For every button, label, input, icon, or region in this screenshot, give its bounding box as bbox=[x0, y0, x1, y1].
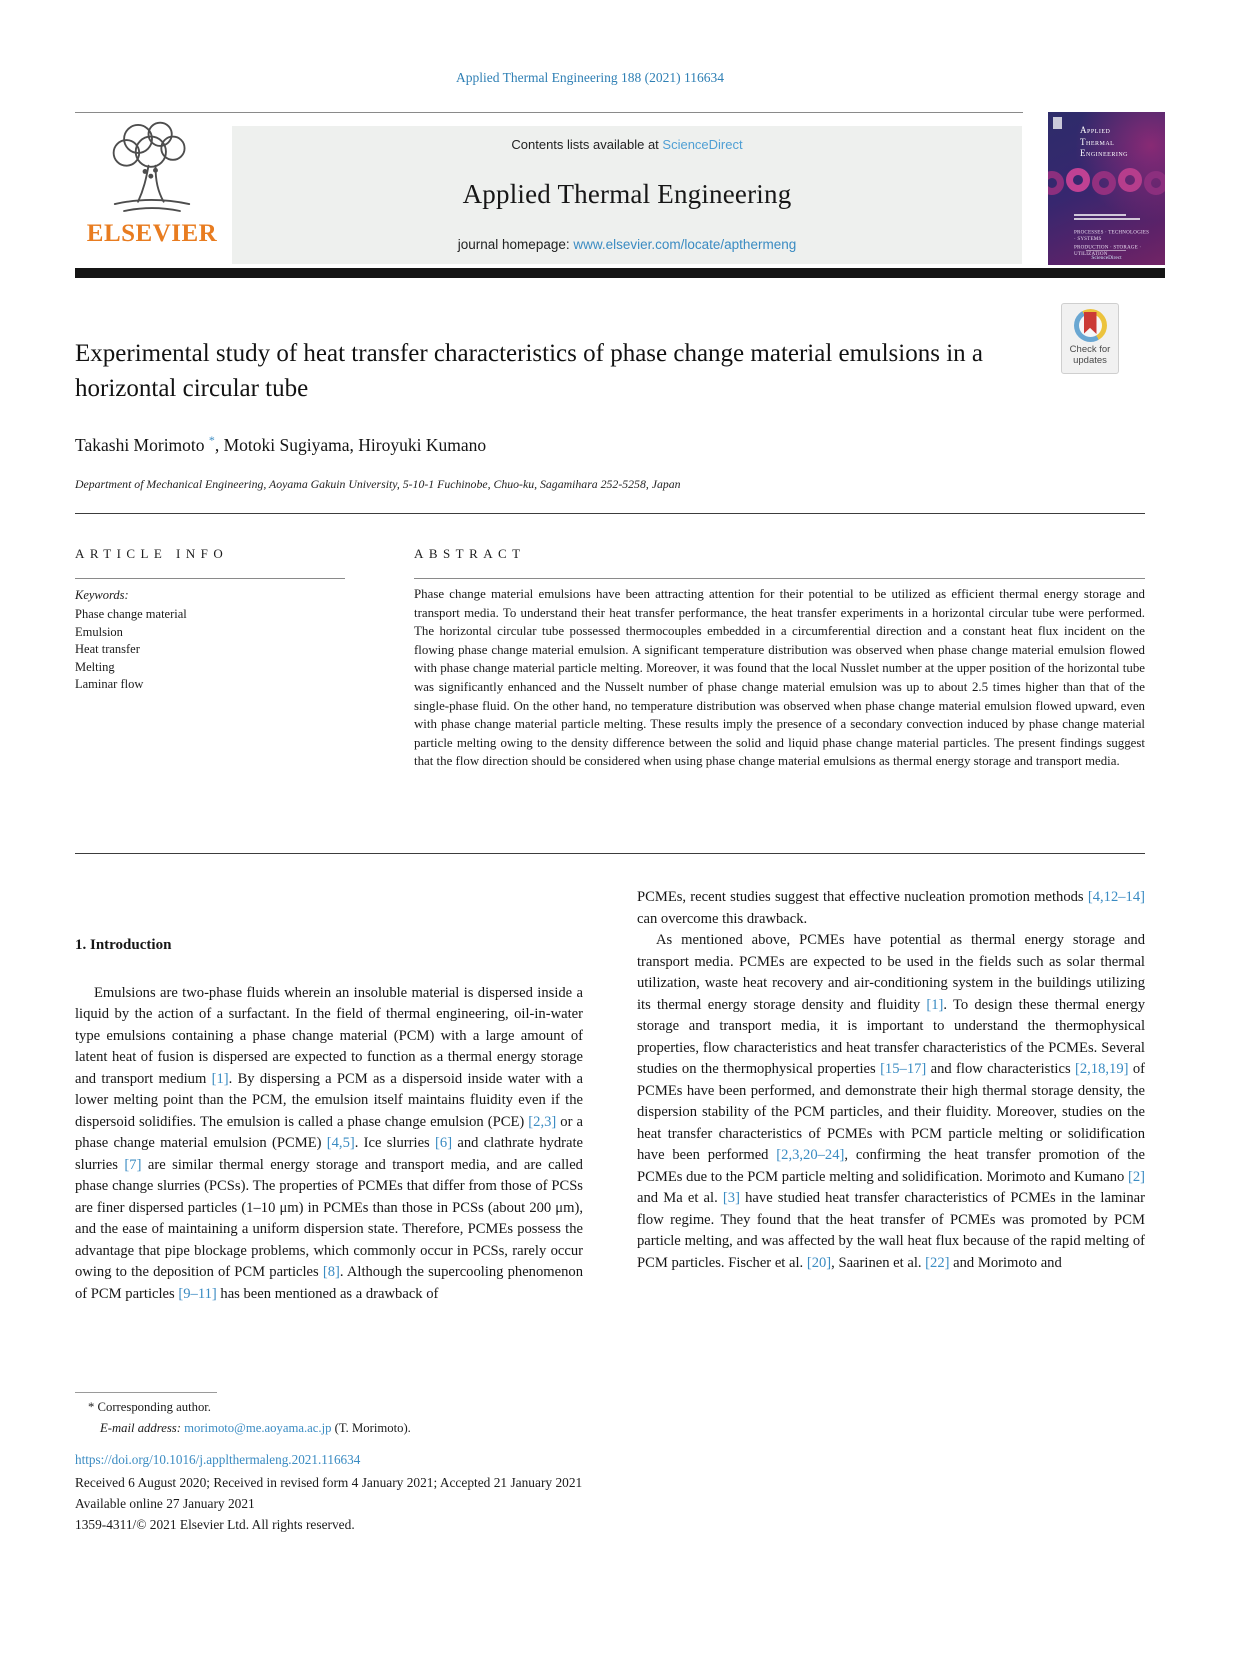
body-column-left bbox=[75, 887, 583, 1305]
cover-rings-art bbox=[1048, 167, 1165, 203]
citation-link[interactable]: [3] bbox=[722, 1190, 740, 1206]
issn-copyright: 1359-4311/© 2021 Elsevier Ltd. All rights reserved. bbox=[75, 1517, 355, 1532]
sciencedirect-link[interactable]: ScienceDirect bbox=[662, 137, 743, 152]
citation-link[interactable]: [4,5] bbox=[326, 1135, 355, 1151]
journal-masthead bbox=[232, 126, 1022, 264]
journal-title: Applied Thermal Engineering bbox=[462, 179, 792, 209]
intro-paragraph-right-1: PCMEs, recent studies suggest that effective nucleation promotion methods [4,12–14] can overcome this drawback. bbox=[637, 889, 1145, 927]
citation-link[interactable]: [4,12–14] bbox=[1087, 889, 1145, 905]
body-column-right bbox=[637, 887, 1145, 1274]
email-suffix: (T. Morimoto). bbox=[331, 1421, 411, 1435]
intro-paragraph-right-2: As mentioned above, PCMEs have potential as thermal energy storage and transport media. PCMEs are expected to be used in the fields such as solar thermal utilization, waste heat recovery and air-conditioning system in the buildings utilizing its thermal energy storage density and fluidity [1]. To design these thermal energy storage and transport media, it is important to understand the thermophysical properties, flow characteristics and heat transfer characteristics of the PCMEs. Several studies on the thermophysical properties [15–17] and flow characteristics [2,18,19] of PCMEs have been performed, and demonstrate their high thermal storage density, the dispersion stability of the PCM particles, and their fluidity. Moreover, studies on the heat transfer characteristics of PCMEs with PCM particle melting or solidification have been performed [2,3,20–24], confirming the heat transfer promotion of the PCMEs due to the PCM particle melting and solidification. Morimoto and Kumano [2] and Ma et al. [3] have studied heat transfer characteristics of PCMEs in the laminar flow regime. They found that the heat transfer of PCMEs was promoted by PCM particle melting, and was affected by the wall heat flux because of the rapid melting of PCM particles. Fischer et al. [20], Saarinen et al. [22] and Morimoto and bbox=[637, 932, 1146, 1271]
journal-reference: Applied Thermal Engineering 188 (2021) 116634 bbox=[455, 70, 725, 85]
homepage-line bbox=[458, 237, 796, 252]
affiliation: Department of Mechanical Engineering, Aoyama Gakuin University, 5-10-1 Fuchinobe, Chuo-ku, Sagamihara 252-5258, Japan bbox=[75, 477, 681, 491]
citation-link[interactable]: [20] bbox=[806, 1254, 832, 1271]
doi-link[interactable]: https://doi.org/10.1016/j.applthermaleng.2021.116634 bbox=[75, 1452, 361, 1467]
abstract-text: Phase change material emulsions have been attracting attention for their potential to be utilized as efficient thermal energy storage and transport media. To understand their heat transfer performance, the heat transfer experiments in a horizontal circular tube were performed. The horizontal circular tube possessed thermocouples embedded in a circumferential direction and a constant heat flux incident on the flowing phase change material emulsion. A significant temperature distribution was observed when phase change material emulsion flowed with phase change material particle melting. Moreover, it was found that the local Nusslet number at the upper position of the horizontal tube was significantly enhanced and the Nusselt number of phase change material emulsion was up to about 2.5 times higher than that of the single-phase fluid. On the other hand, no temperature distribution was observed when phase change material emulsion flowed upward, even with phase change material particle melting. These results imply the presence of a secondary convection induced by phase change material particle melting owing to the density difference between the solid and liquid phase change material particles. The present findings suggest that the flow direction should be considered when using phase change material emulsions as thermal energy storage and transport media. bbox=[414, 587, 1145, 769]
homepage-label: journal homepage: bbox=[457, 237, 574, 252]
cover-editors-lines bbox=[1074, 214, 1140, 222]
email-line bbox=[100, 1421, 411, 1436]
elsevier-tree-icon bbox=[77, 118, 227, 218]
section-1-heading: 1. Introduction bbox=[75, 937, 172, 953]
doi-line bbox=[75, 1452, 360, 1468]
article-info-heading: ARTICLE INFO bbox=[75, 546, 229, 561]
cover-title bbox=[1080, 125, 1128, 160]
intro-paragraph-left: Emulsions are two-phase fluids wherein an insoluble material is dispersed inside a liquid by the action of a surfactant. In the field of thermal engineering, oil-in-water type emulsions containing a phase change material (PCM) with a large amount of latent heat of fusion is dispersed are expected to function as a thermal energy storage and transport medium [1]. By dispersing a PCM as a dispersoid inside water with a lower melting point than the PCM, the emulsion itself maintains fluidity even if the dispersoid solidifies. The emulsion is called a phase change emulsion (PCE) [2,3] or a phase change material emulsion (PCME) [4,5]. Ice slurries [6] and clathrate hydrate slurries [7] are similar thermal energy storage and transport media, and are called phase change slurries (PCSs). The properties of PCMEs that differ from those of PCSs are finer dispersed particles (1–10 μm) in PCMEs than those in PCSs (about 200 μm), and the ease of maintaining a uniform dispersion state. Therefore, PCMEs possess the advantage that pipe blockage problems, which commonly occur in PCSs, rarely occur owing to the deposition of PCM particles [8]. Although the supercooling phenomenon of PCM particles [9–11] has been mentioned as a drawback of bbox=[75, 984, 583, 1302]
info-abstract-top-rule bbox=[75, 513, 1145, 514]
footnote-rule bbox=[75, 1392, 217, 1393]
cover-title-line: Thermal bbox=[1080, 136, 1115, 147]
corresponding-author-note: * Corresponding author. bbox=[88, 1400, 211, 1414]
article-title: Experimental study of heat transfer characteristics of phase change material emulsions in a horizontal circular tube bbox=[75, 340, 983, 402]
author-list: Takashi Morimoto *, Motoki Sugiyama, Hiroyuki Kumano bbox=[75, 433, 487, 455]
keyword-item: Melting bbox=[75, 659, 115, 674]
citation-link[interactable]: [22] bbox=[925, 1254, 950, 1271]
citation-link[interactable]: [2,3,20–24] bbox=[776, 1147, 845, 1163]
abstract-rule bbox=[414, 578, 1145, 579]
citation-link[interactable]: [1] bbox=[926, 996, 944, 1013]
cover-tagline-1: PROCESSES · TECHNOLOGIES · SYSTEMS bbox=[1074, 230, 1150, 242]
masthead-black-bar bbox=[75, 268, 1165, 278]
author-corresponding-marker[interactable]: * bbox=[208, 433, 215, 448]
keywords-list bbox=[75, 606, 187, 694]
contents-line bbox=[511, 137, 742, 152]
keyword-item: Emulsion bbox=[75, 624, 123, 639]
citation-link[interactable]: [8] bbox=[322, 1264, 340, 1280]
contents-prefix: Contents lists available at bbox=[511, 137, 663, 152]
check-for-updates-badge[interactable] bbox=[1061, 303, 1119, 374]
info-abstract-bottom-rule bbox=[75, 853, 1145, 854]
cover-title-line: Applied bbox=[1080, 125, 1111, 135]
homepage-url-link[interactable]: www.elsevier.com/locate/apthermeng bbox=[573, 237, 797, 252]
citation-link[interactable]: [9–11] bbox=[178, 1285, 217, 1302]
citation-link[interactable]: [6] bbox=[435, 1135, 453, 1151]
email-link[interactable]: morimoto@me.aoyama.ac.jp bbox=[184, 1421, 332, 1435]
citation-link[interactable]: [2] bbox=[1127, 1168, 1145, 1185]
check-updates-icon bbox=[1074, 309, 1107, 342]
email-label: E-mail address: bbox=[100, 1421, 185, 1435]
cover-publisher-mark bbox=[1053, 117, 1062, 129]
cover-sciencedirect: ScienceDirect bbox=[1091, 255, 1122, 261]
header-divider bbox=[75, 112, 1023, 113]
citation-link[interactable]: [2,18,19] bbox=[1074, 1061, 1129, 1077]
article-info-rule bbox=[75, 578, 345, 579]
check-updates-label: Check for updates bbox=[1069, 344, 1111, 366]
journal-cover-thumbnail[interactable] bbox=[1048, 112, 1165, 265]
citation-link[interactable]: [15–17] bbox=[880, 1061, 927, 1077]
citation-link[interactable]: [7] bbox=[124, 1156, 142, 1173]
keywords-label: Keywords: bbox=[75, 588, 129, 602]
abstract-heading: ABSTRACT bbox=[414, 546, 526, 561]
citation-link[interactable]: [1] bbox=[211, 1070, 229, 1087]
citation-link[interactable]: [2,3] bbox=[528, 1113, 557, 1130]
cover-footer-rule bbox=[1086, 250, 1126, 251]
cover-tagline-2: PRODUCTION · STORAGE · UTILIZATION bbox=[1074, 245, 1142, 257]
elsevier-wordmark: ELSEVIER bbox=[86, 220, 218, 247]
keyword-item: Laminar flow bbox=[75, 677, 144, 692]
available-online: Available online 27 January 2021 bbox=[75, 1496, 255, 1511]
elsevier-logo[interactable] bbox=[77, 118, 227, 264]
received-dates: Received 6 August 2020; Received in revised form 4 January 2021; Accepted 21 January 2021 bbox=[75, 1475, 583, 1490]
keyword-item: Phase change material bbox=[75, 607, 187, 621]
cover-title-line: Engineering bbox=[1080, 148, 1128, 158]
keyword-item: Heat transfer bbox=[75, 642, 140, 657]
